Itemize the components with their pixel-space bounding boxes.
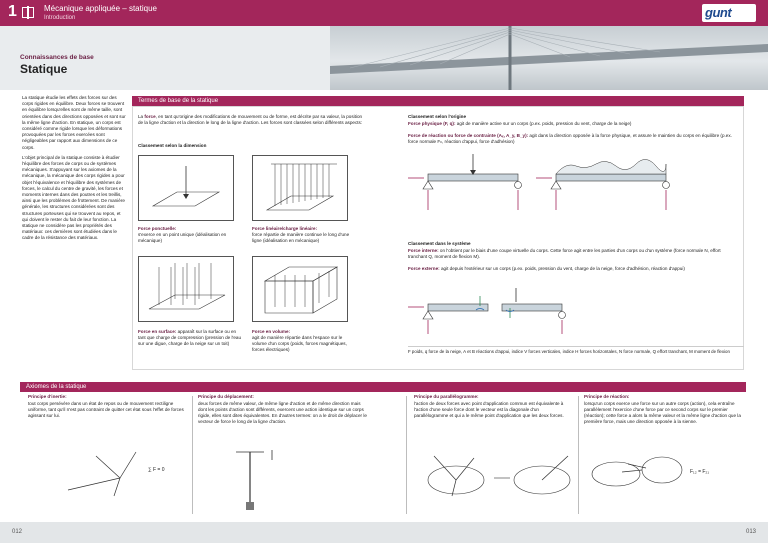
physical-force-text bbox=[408, 121, 738, 127]
reaction-formula: F₁₂ = F₂₁ bbox=[690, 469, 710, 475]
intro-paragraph-1: La statique étudie les effets des forces sur des corps rigides en équilibre. Deux forces se trouvent en équilibre lorsqu'elles sont de même taille, sont orientées dans des directions opposées et sont sur la même ligne d'action. En statique, un corps est considéré comme rigide lorsque les déformations provoquées par les forces exercées sont négligeables par rapport aux dimensions de ce corps. bbox=[22, 95, 126, 150]
section-header-basic-terms: Termes de base de la statique bbox=[132, 96, 744, 106]
axiom-inertia-text: tout corps persévère dans un état de repos ou de mouvement rectiligne uniforme, tant qu'il n'est pas contraint de quitter cet état sous l'effet de forces agissant sur lui. bbox=[28, 401, 184, 418]
inertia-diagram bbox=[60, 446, 180, 504]
external-force-text bbox=[408, 266, 740, 272]
intro-paragraph-2: L'objet principal de la statique consiste à étudier l'équilibre des forces de corps ou de systèmes mécaniques. S'appuyant sur les axiomes de la mécanique, la mécanique des corps rigides a pour objet l'équivalence et l'équilibre des systèmes de forces, le calcul du centre de gravité, les forces et moments internes dans des poutres et les treillis, ainsi que les problèmes de frottement. De manière générale, les structures considérées sont des structures porteuses qui se trouvent au repos, et qui doivent le rester du fait de leur fonction. La statique ne considère pas les propriétés des matériaux: ces dernières sont étudiées dans le cadre de la résistance des matériaux. bbox=[22, 154, 125, 241]
beam-diagrams bbox=[406, 152, 744, 220]
hero-kicker: Connaissances de base bbox=[20, 54, 94, 61]
definition-term: force bbox=[144, 114, 156, 119]
reaction-force-title: Force de réaction ou force de contrainte (Aₓ, A_y, B_y): bbox=[408, 133, 529, 138]
axiom-displacement-title: Principe du déplacement: bbox=[198, 394, 254, 399]
line-load-title: Force linéaire/charge linéaire: bbox=[252, 226, 318, 231]
definition-post: , en tant qu'origine des modifications de mouvement ou de forme, est décrite par sa valeur, la position de la ligne d'action et la direction le long de la ligne d'action. Les forces sont classées selon différents aspects: bbox=[138, 114, 363, 125]
physical-force-title: Force physique (F, q): bbox=[408, 121, 456, 126]
internal-force-text bbox=[408, 248, 740, 260]
surface-force-figure bbox=[138, 256, 234, 322]
line-load-figure bbox=[252, 155, 348, 221]
internal-forces-diagram bbox=[406, 288, 744, 338]
chapter-number: 1 bbox=[8, 3, 17, 20]
axiom-inertia-title: Principe d'inertie: bbox=[28, 394, 67, 399]
reaction-force-text bbox=[408, 133, 738, 145]
internal-force-body: on l'obtient par le biais d'une coupe virtuelle du corps. Cette force agit entre les parties d'un corps ou d'un système (force normale N, effort tranchant Q, moment de flexion M). bbox=[408, 248, 721, 259]
reaction-diagram bbox=[588, 452, 698, 492]
volume-force-figure bbox=[252, 256, 348, 322]
axiom-parallelogram-title: Principe du parallélogramme: bbox=[414, 394, 479, 399]
surface-force-title: Force en surface: bbox=[138, 329, 177, 334]
bridge-photo bbox=[330, 26, 768, 90]
symbol-legend: F poids, q force de la neige, A et B réactions d'appui, indice V forces verticales, indice H forces horizontales, N force normale, Q effort tranchant, M moment de flexion bbox=[408, 346, 744, 355]
displacement-diagram bbox=[230, 446, 290, 516]
definition-pre: La bbox=[138, 114, 145, 119]
page-title: Statique bbox=[20, 62, 68, 76]
section-header-axioms: Axiomes de la statique bbox=[20, 382, 746, 392]
point-force-text: s'exerce en un point unique (idéalisation en mécanique) bbox=[138, 232, 227, 243]
point-force-title: Force ponctuelle: bbox=[138, 226, 177, 231]
volume-force-text: agit de manière répartie dans l'espace sur le volume d'un corps (poids, forces magnétiques, forces électriques) bbox=[252, 335, 347, 352]
gunt-logo bbox=[702, 4, 756, 22]
external-force-body: agit depuis l'extérieur sur un corps (p.ex. poids, pression du vent, charge de la neige, force d'adhésion, réaction d'appui) bbox=[440, 266, 685, 271]
page-number-right: 013 bbox=[745, 529, 756, 535]
footer-bar bbox=[0, 522, 768, 543]
axiom-divider-3 bbox=[578, 396, 579, 514]
internal-force-title: Force interne: bbox=[408, 248, 439, 253]
force-definition bbox=[138, 114, 364, 126]
external-force-title: Force externe: bbox=[408, 266, 440, 271]
axiom-reaction-text: lorsqu'un corps exerce une force sur un autre corps (action), cela entraîne parallèlement l'exercice d'une force par ce second corps sur le premier (réaction); cette force a alors la même valeur et la même ligne d'action que la première force, mais une direction opposée à la sienne. bbox=[584, 401, 741, 424]
axiom-displacement-text: deux forces de même valeur, de même ligne d'action et de même direction mais dont les points d'action sont différents, exercent une action identique sur un corps rigide, elles sont dites équivalentes. En d'autres termes: on a le droit de déplacer le vecteur de force le long de la ligne d'action. bbox=[198, 401, 367, 424]
point-force-caption bbox=[138, 226, 238, 244]
axiom-divider-2 bbox=[406, 396, 407, 514]
intro-column bbox=[22, 95, 126, 246]
line-load-text: force répartie de manière continue le long d'une ligne (idéalisation en mécanique) bbox=[252, 232, 350, 243]
header-subtitle: Introduction bbox=[44, 15, 76, 21]
axiom-reaction-title: Principe de réaction: bbox=[584, 394, 630, 399]
axiom-parallelogram-text: l'action de deux forces avec point d'application commun est équivalente à l'action d'une seule force dont le vecteur est la diagonale d'un parallélogramme et qui a le même point d'application que les deux forces. bbox=[414, 401, 564, 418]
header-title: Mécanique appliquée – statique bbox=[44, 4, 157, 13]
origin-heading: Classement selon l'origine bbox=[408, 114, 467, 119]
point-force-figure bbox=[138, 155, 234, 221]
page-number-left: 012 bbox=[12, 529, 23, 535]
line-load-caption bbox=[252, 226, 356, 244]
reaction-force-body: agit dans la direction opposée à la force physique, et assure le maintien du corps en équilibre (p.ex. force normale Fₙ, réaction d'appui, force d'adhésion) bbox=[408, 133, 732, 144]
top-header-bar bbox=[0, 0, 768, 26]
sum-formula: ∑ F = 0 bbox=[148, 467, 165, 473]
system-heading: Classement dans le système bbox=[408, 241, 471, 246]
dimension-heading: Classement selon la dimension bbox=[138, 143, 207, 148]
book-icon bbox=[22, 7, 34, 18]
parallelogram-diagram bbox=[422, 452, 578, 502]
logo-text: gunt bbox=[705, 5, 732, 20]
hero-banner bbox=[0, 26, 768, 90]
surface-force-caption bbox=[138, 329, 244, 347]
physical-force-body: agit de manière active sur un corps (p.ex. poids, pression du vent, charge de la neige) bbox=[456, 121, 632, 126]
volume-force-title: Force en volume: bbox=[252, 329, 291, 334]
axiom-divider-1 bbox=[192, 396, 193, 514]
volume-force-caption bbox=[252, 329, 356, 353]
surface-force-text: apparaît sur la surface ou en tant que charge de compression (pression de l'eau sur une digue, charge de la neige sur un toit) bbox=[138, 329, 242, 346]
